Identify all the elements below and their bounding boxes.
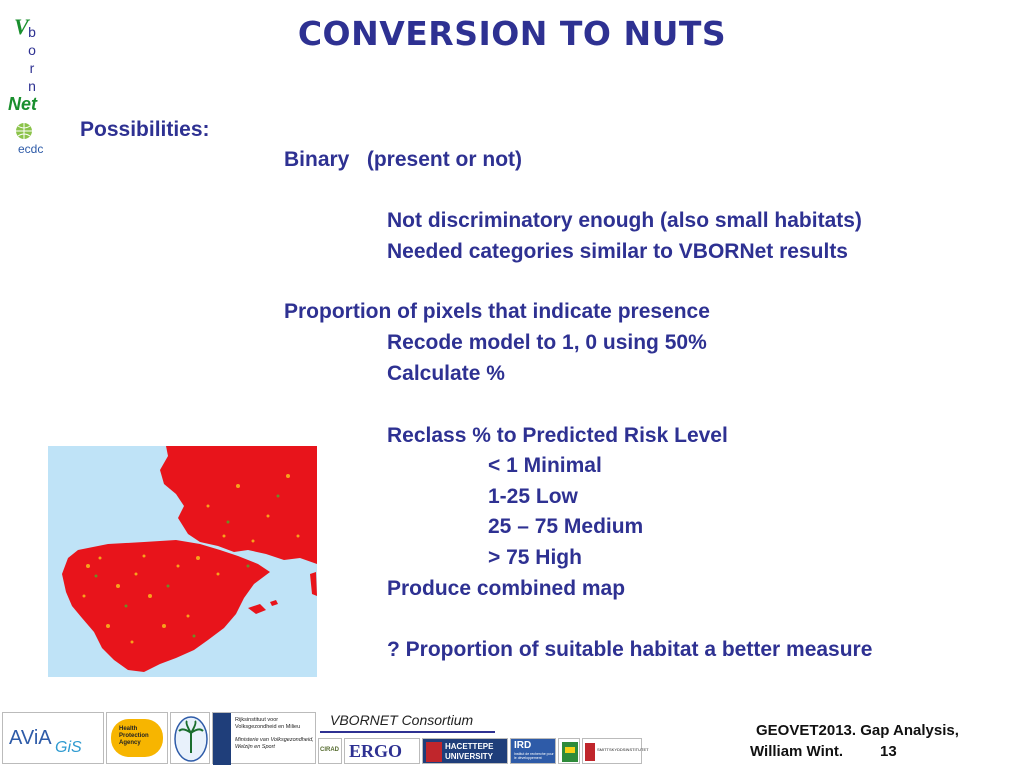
ergo-label: ERGO <box>349 741 403 761</box>
not-discriminatory-line: Not discriminatory enough (also small habitats) <box>387 209 862 232</box>
cirad-logo <box>318 738 342 764</box>
rivm-logo <box>212 712 316 764</box>
hpa-label: Health Protection Agency <box>119 726 149 746</box>
smittskydd-emblem <box>585 743 595 761</box>
green-crest-icon <box>559 739 581 765</box>
hpa-logo <box>106 712 168 764</box>
risk-level-low: 1-25 Low <box>488 485 578 508</box>
hacettepe-emblem <box>426 742 442 762</box>
risk-level-minimal: < 1 Minimal <box>488 454 602 477</box>
habitat-map-image <box>48 446 317 677</box>
question-line: ? Proportion of suitable habitat a better measure <box>387 638 873 661</box>
citation-line-1: GEOVET2013. Gap Analysis, <box>756 722 959 739</box>
reclass-line: Reclass % to Predicted Risk Level <box>387 424 728 447</box>
ird-sub-label: Institut de recherche pour le développement <box>514 752 554 760</box>
logo-letter-r: r <box>29 60 35 76</box>
ecdc-label: ecdc <box>18 142 44 156</box>
palm-crest-logo <box>170 712 210 764</box>
consortium-underline <box>320 731 495 733</box>
page-number: 13 <box>880 743 897 760</box>
cirad-label: CIRAD <box>320 747 339 753</box>
hacettepe-label: HACETTEPE UNIVERSITY <box>445 742 494 761</box>
citation-line-2: William Wint. <box>750 743 844 760</box>
logo-letter-o: o <box>28 42 36 58</box>
ird-label: IRD <box>514 740 532 751</box>
risk-level-medium: 25 – 75 Medium <box>488 515 644 538</box>
smittskydd-logo <box>582 738 649 764</box>
green-crest-logo <box>558 738 580 764</box>
ird-logo <box>510 738 556 764</box>
possibilities-heading: Possibilities: <box>80 118 210 141</box>
rivm-bar <box>213 713 231 765</box>
gis-label: GiS <box>55 739 82 756</box>
palm-crest-icon <box>171 713 211 765</box>
logo-v: V <box>14 14 29 39</box>
proportion-line: Proportion of pixels that indicate presence <box>284 300 710 323</box>
binary-line: Binary (present or not) <box>284 148 523 171</box>
rivm-sub-label: Ministerie van Volksgezondheid, Welzijn en Sport <box>235 737 314 750</box>
ergo-logo <box>344 738 420 764</box>
logo-net: Net <box>8 94 38 114</box>
avia-gis-logo <box>2 712 104 764</box>
needed-categories-line: Needed categories similar to VBORNet results <box>387 240 848 263</box>
logo-letter-b: b <box>28 24 36 40</box>
rivm-label: Rijksinstituut voor Volksgezondheid en Milieu <box>235 717 301 730</box>
calculate-line: Calculate % <box>387 362 505 385</box>
consortium-label: VBORNET Consortium <box>330 712 474 728</box>
recode-line: Recode model to 1, 0 using 50% <box>387 331 707 354</box>
smittskydd-label: SMITTSKYDDSINSTITUTET <box>597 747 649 752</box>
risk-level-high: > 75 High <box>488 546 582 569</box>
hacettepe-logo <box>422 738 508 764</box>
ecdc-icon <box>14 122 34 140</box>
avia-label: AViA <box>9 727 52 749</box>
logo-letter-n: n <box>28 78 36 94</box>
produce-line: Produce combined map <box>387 577 626 600</box>
slide-title: CONVERSION TO NUTS <box>297 14 727 53</box>
vbornet-logo <box>6 10 56 160</box>
